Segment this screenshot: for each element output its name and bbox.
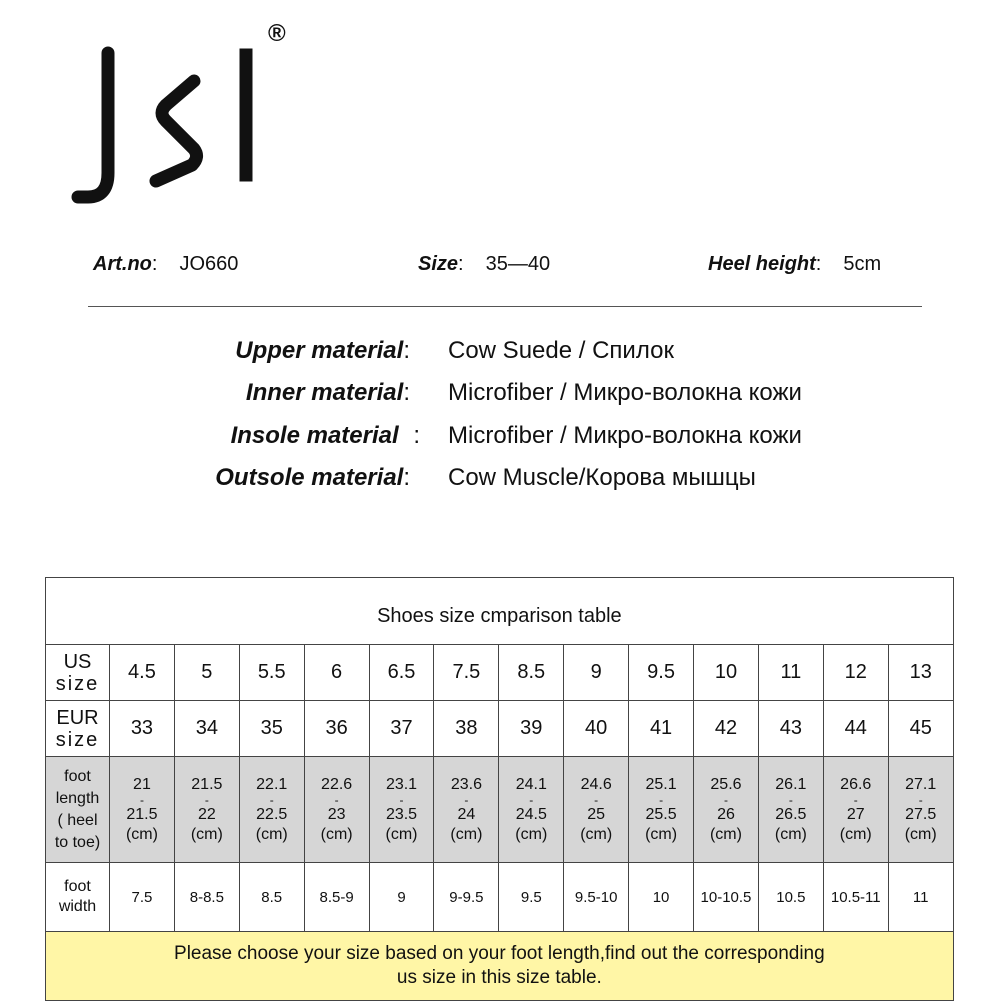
foot-width-cell: 9-9.5 <box>434 863 499 932</box>
eur-size-row <box>46 701 954 757</box>
brand-logo <box>70 45 300 205</box>
spec-key: Size <box>418 253 459 275</box>
foot-length-cell: 22.6 - 23 (cm) <box>304 757 369 863</box>
foot-width-cell: 8.5 <box>239 863 304 932</box>
material-key: Inner material: <box>245 379 410 406</box>
foot-width-cell: 8.5-9 <box>304 863 369 932</box>
us-size-cell: 9.5 <box>629 645 694 701</box>
us-size-cell: 12 <box>823 645 888 701</box>
us-size-header: US size <box>46 645 110 701</box>
size-comparison-table <box>45 577 954 1001</box>
eur-size-cell: 45 <box>888 701 953 757</box>
material-key: Upper material: <box>235 337 410 364</box>
registered-mark: ® <box>268 20 286 47</box>
eur-size-cell: 34 <box>174 701 239 757</box>
jsi-logo-mark <box>70 45 300 205</box>
foot-length-cell: 21.5 - 22 (cm) <box>174 757 239 863</box>
foot-width-cell: 10-10.5 <box>694 863 759 932</box>
spec-value: 35—40 <box>485 253 551 275</box>
us-size-cell: 9 <box>564 645 629 701</box>
foot-length-cell: 24.6 - 25 (cm) <box>564 757 629 863</box>
eur-size-cell: 39 <box>499 701 564 757</box>
spec-value: 5cm <box>843 253 882 275</box>
material-value: Microfiber / Микро-волокна кожи <box>448 422 802 449</box>
material-key: Outsole material: <box>215 464 410 491</box>
eur-size-cell: 35 <box>239 701 304 757</box>
eur-size-cell: 40 <box>564 701 629 757</box>
us-size-row <box>46 645 954 701</box>
eur-size-header: EUR size <box>46 701 110 757</box>
note-row <box>46 932 954 1001</box>
foot-length-row <box>46 757 954 863</box>
spec-key: Heel height <box>708 253 816 275</box>
us-size-cell: 11 <box>758 645 823 701</box>
divider-line <box>88 306 922 307</box>
spec-heel-height: Heel height : 5cm <box>708 253 882 275</box>
spec-key: Art.no <box>93 253 152 275</box>
spec-value: JO660 <box>179 253 239 275</box>
us-size-cell: 6.5 <box>369 645 434 701</box>
material-value: Cow Suede / Спилок <box>448 337 674 364</box>
size-note: Please choose your size based on your foot length,find out the corresponding us size in this size table. <box>46 932 954 1001</box>
foot-length-header: foot length ( heel to toe) <box>46 757 110 863</box>
spec-size: Size : 35—40 <box>418 253 551 275</box>
foot-width-cell: 7.5 <box>110 863 175 932</box>
foot-width-cell: 9.5-10 <box>564 863 629 932</box>
us-size-cell: 4.5 <box>110 645 175 701</box>
material-row-inner <box>0 379 1000 413</box>
foot-length-cell: 25.6 - 26 (cm) <box>694 757 759 863</box>
foot-length-cell: 22.1 - 22.5 (cm) <box>239 757 304 863</box>
material-key: Insole material : <box>230 422 420 449</box>
foot-length-cell: 25.1 - 25.5 (cm) <box>629 757 694 863</box>
us-size-cell: 7.5 <box>434 645 499 701</box>
material-value: Cow Muscle/Корова мышцы <box>448 464 756 491</box>
eur-size-cell: 38 <box>434 701 499 757</box>
foot-width-row <box>46 863 954 932</box>
foot-length-cell: 26.6 - 27 (cm) <box>823 757 888 863</box>
foot-length-cell: 26.1 - 26.5 (cm) <box>758 757 823 863</box>
material-row-outsole <box>0 464 1000 498</box>
us-size-cell: 13 <box>888 645 953 701</box>
foot-width-cell: 9 <box>369 863 434 932</box>
material-row-upper <box>0 337 1000 371</box>
foot-width-cell: 10 <box>629 863 694 932</box>
eur-size-cell: 42 <box>694 701 759 757</box>
material-row-insole <box>0 422 1000 456</box>
foot-length-cell: 27.1 - 27.5 (cm) <box>888 757 953 863</box>
eur-size-cell: 36 <box>304 701 369 757</box>
eur-size-cell: 33 <box>110 701 175 757</box>
us-size-cell: 8.5 <box>499 645 564 701</box>
us-size-cell: 5.5 <box>239 645 304 701</box>
material-value: Microfiber / Микро-волокна кожи <box>448 379 802 406</box>
us-size-cell: 10 <box>694 645 759 701</box>
eur-size-cell: 41 <box>629 701 694 757</box>
foot-length-cell: 21 - 21.5 (cm) <box>110 757 175 863</box>
us-size-cell: 5 <box>174 645 239 701</box>
foot-width-header: foot width <box>46 863 110 932</box>
eur-size-cell: 44 <box>823 701 888 757</box>
foot-length-cell: 23.6 - 24 (cm) <box>434 757 499 863</box>
us-size-cell: 6 <box>304 645 369 701</box>
foot-width-cell: 10.5-11 <box>823 863 888 932</box>
table-title: Shoes size cmparison table <box>46 578 954 645</box>
eur-size-cell: 43 <box>758 701 823 757</box>
foot-width-cell: 11 <box>888 863 953 932</box>
foot-width-cell: 10.5 <box>758 863 823 932</box>
spec-art-no: Art.no : JO660 <box>93 253 239 275</box>
foot-width-cell: 9.5 <box>499 863 564 932</box>
foot-length-cell: 24.1 - 24.5 (cm) <box>499 757 564 863</box>
foot-length-cell: 23.1 - 23.5 (cm) <box>369 757 434 863</box>
eur-size-cell: 37 <box>369 701 434 757</box>
foot-width-cell: 8-8.5 <box>174 863 239 932</box>
table-title-row <box>46 578 954 645</box>
